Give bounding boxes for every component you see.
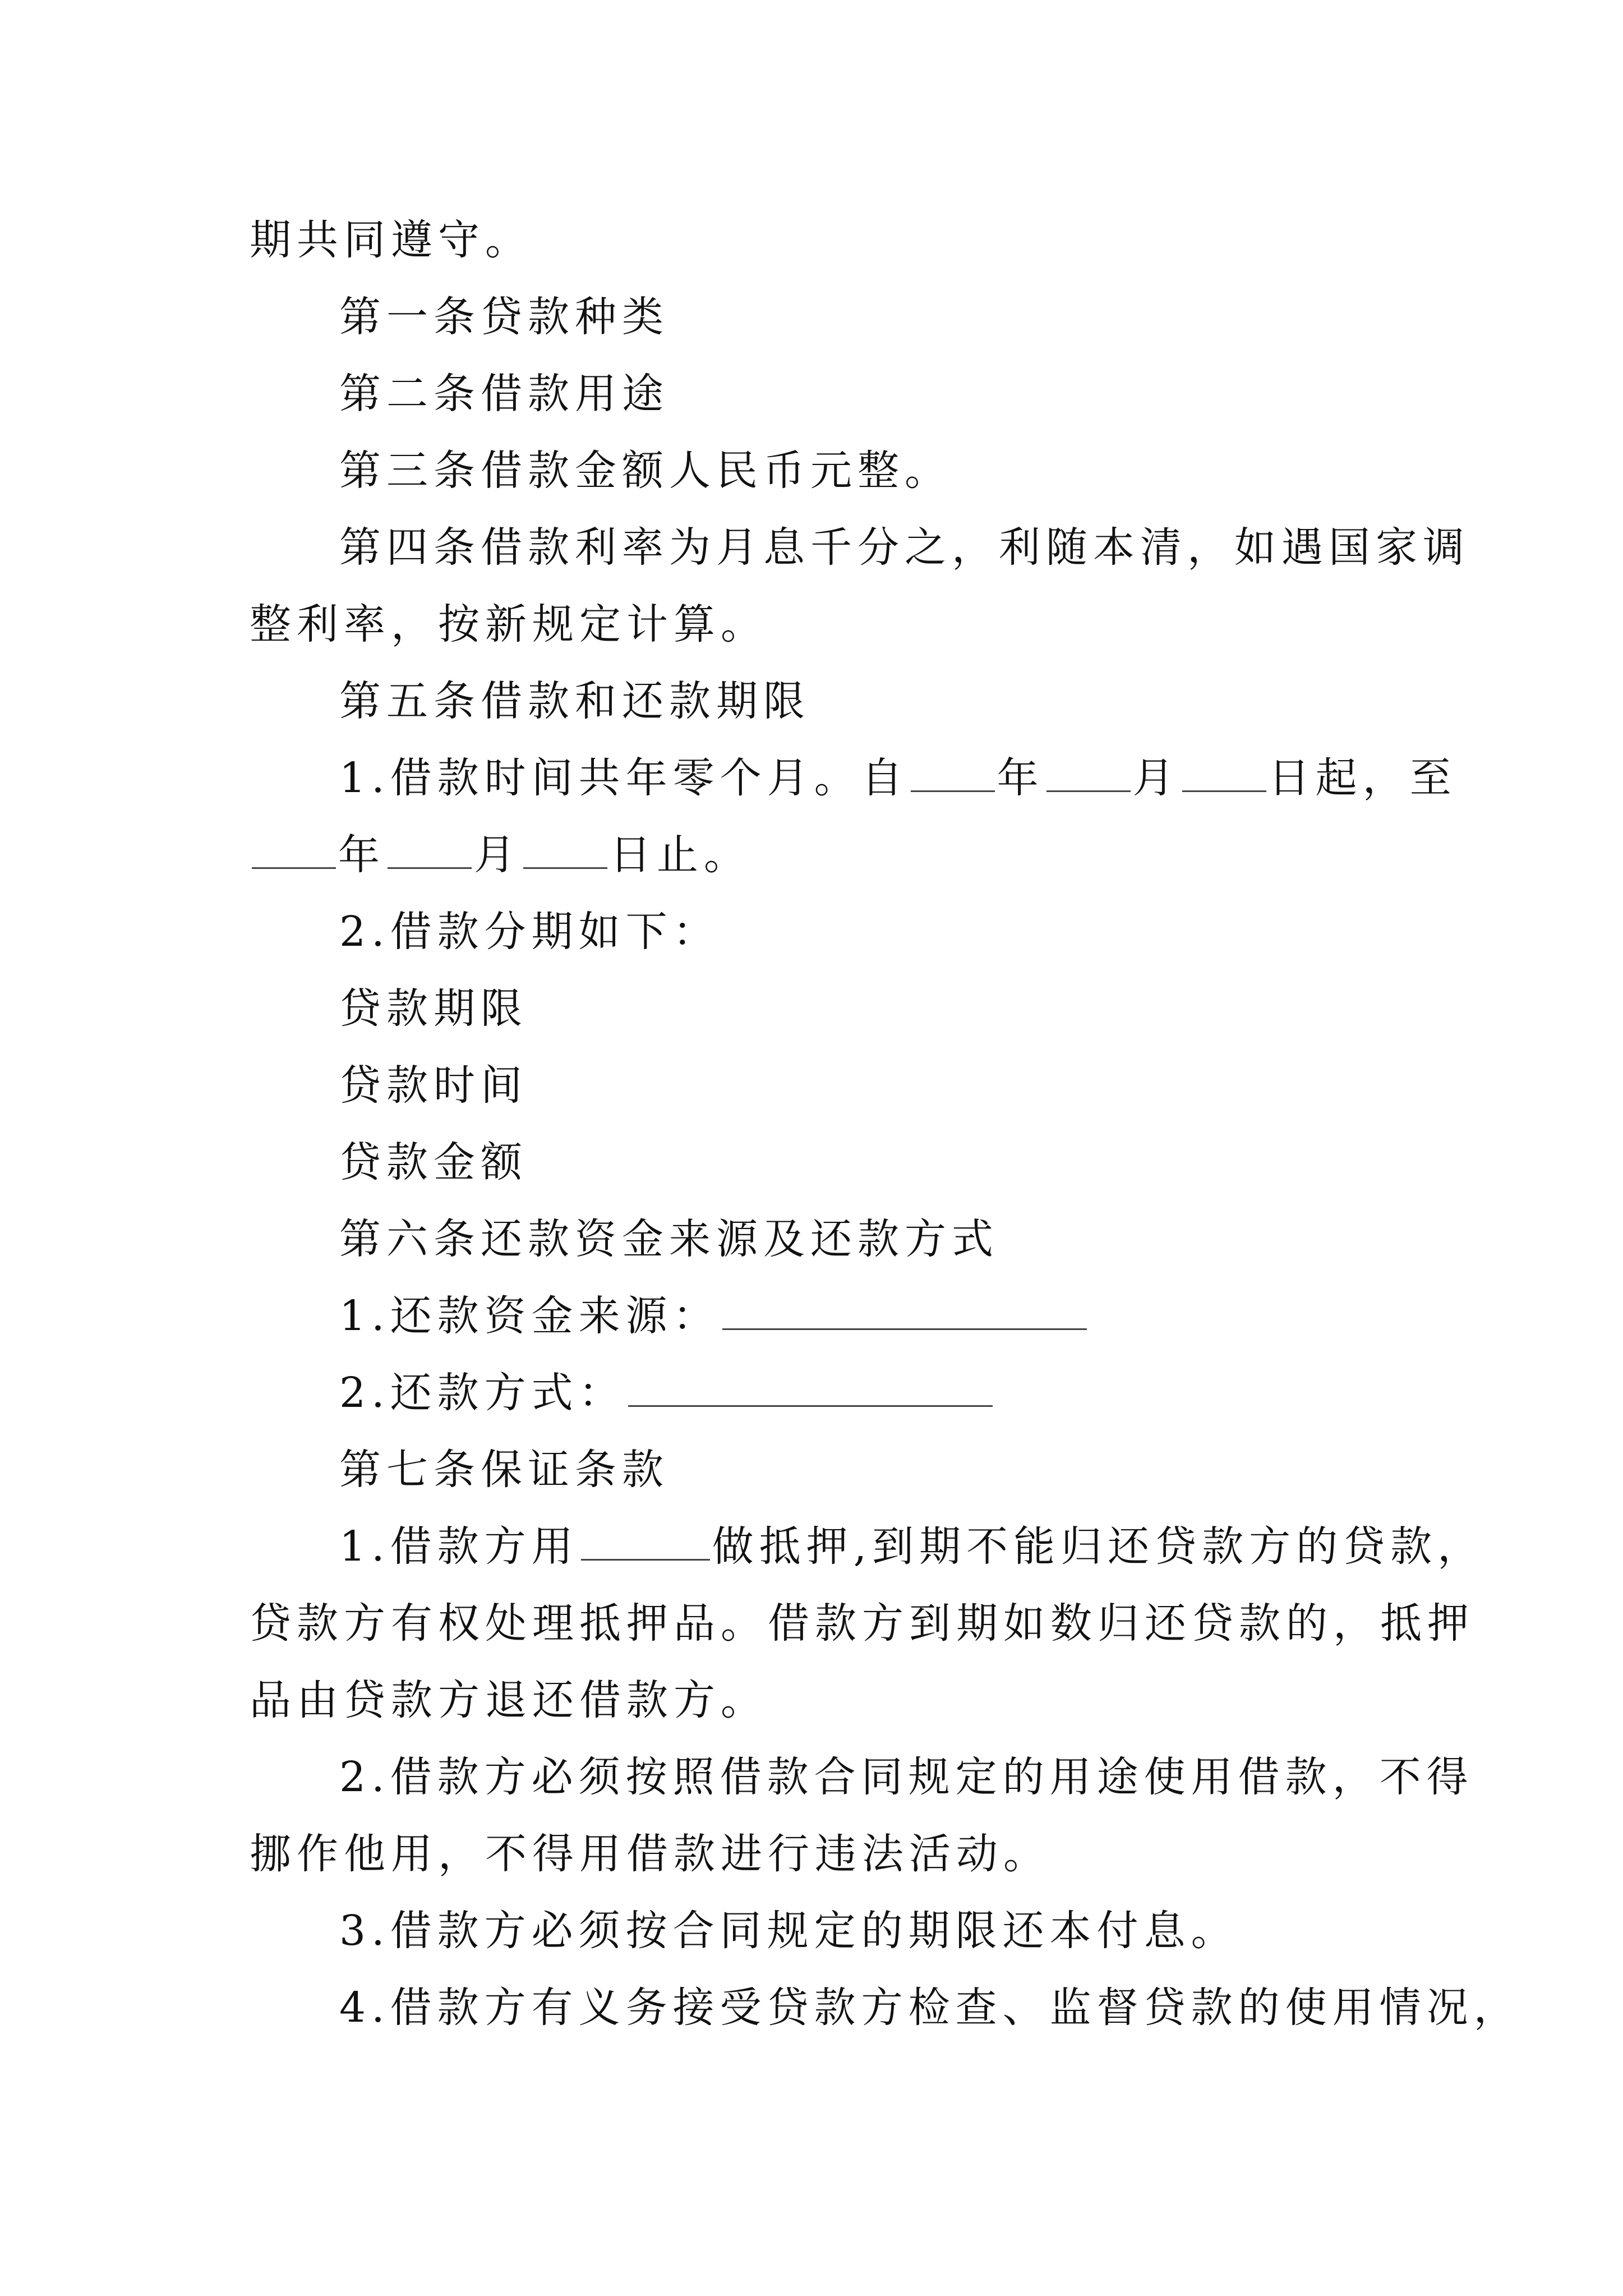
- year-label: 年: [997, 754, 1044, 802]
- repayment-method-blank[interactable]: [628, 1368, 993, 1407]
- article-2-heading: 第二条借款用途: [339, 370, 669, 418]
- repayment-source-label: 1.还款资金来源：: [339, 1292, 720, 1340]
- article-5-heading: 第五条借款和还款期限: [339, 677, 810, 725]
- repayment-source-blank[interactable]: [722, 1291, 1087, 1330]
- article-7-item-1-line1: [250, 1508, 1485, 1585]
- article-6-item-1: [250, 1278, 1391, 1355]
- loan-term-label: 贷款期限: [339, 984, 528, 1033]
- collateral-blank[interactable]: [581, 1521, 710, 1561]
- month-blank[interactable]: [1046, 753, 1131, 792]
- end-year-label: 年: [338, 831, 385, 879]
- end-month-blank[interactable]: [388, 830, 472, 869]
- loan-time-label: 贷款时间: [339, 1061, 528, 1110]
- article-1-heading: 第一条贷款种类: [339, 293, 669, 341]
- article-5-item-1-line2: [250, 817, 1391, 894]
- month-label: 月: [1132, 754, 1180, 802]
- paragraph-line: 期共同遵守。: [250, 216, 532, 264]
- collateral-text-end: 做抵押,到期不能归还贷款方的贷款，: [712, 1522, 1485, 1571]
- article-4-text-line1: 第四条借款利率为月息千分之，利随本清，如遇国家调: [339, 523, 1470, 572]
- end-day-label: 日止。: [610, 831, 751, 879]
- article-7-item-1-line3: 品由贷款方退还借款方。: [250, 1676, 768, 1724]
- article-7-item-3: 3.借款方必须按合同规定的期限还本付息。: [339, 1907, 1238, 1955]
- article-7-item-1-line2: 贷款方有权处理抵押品。借款方到期如数归还贷款的，抵押: [250, 1599, 1474, 1648]
- collateral-text-start: 1.借款方用: [339, 1522, 579, 1571]
- article-5-item-1-text: 1.借款时间共年零个月。自: [339, 754, 909, 802]
- article-7-heading: 第七条保证条款: [339, 1446, 669, 1494]
- article-5-item-1-line1: [250, 740, 1457, 817]
- day-label: 日起，至: [1268, 754, 1457, 802]
- document-page: [250, 202, 1521, 2046]
- article-4-text-line2: 整利率，按新规定计算。: [250, 600, 768, 648]
- article-6-heading: 第六条还款资金来源及还款方式: [339, 1215, 999, 1263]
- article-7-item-4: 4.借款方有义务接受贷款方检查、监督贷款的使用情况，: [339, 1984, 1521, 2032]
- day-blank[interactable]: [1182, 753, 1266, 792]
- end-day-blank[interactable]: [523, 830, 607, 869]
- loan-amount-label: 贷款金额: [339, 1138, 528, 1186]
- article-7-item-2-line1: 2.借款方必须按照借款合同规定的用途使用借款，不得: [339, 1753, 1474, 1801]
- article-7-item-2-line2: 挪作他用，不得用借款进行违法活动。: [250, 1830, 1050, 1878]
- year-blank[interactable]: [911, 753, 995, 792]
- article-6-item-2: [250, 1355, 1391, 1432]
- end-year-blank[interactable]: [252, 830, 336, 869]
- article-5-item-2: 2.借款分期如下：: [339, 908, 720, 956]
- end-month-label: 月: [474, 831, 521, 879]
- repayment-method-label: 2.还款方式：: [339, 1369, 626, 1417]
- article-3-text: 第三条借款金额人民币元整。: [339, 447, 952, 495]
